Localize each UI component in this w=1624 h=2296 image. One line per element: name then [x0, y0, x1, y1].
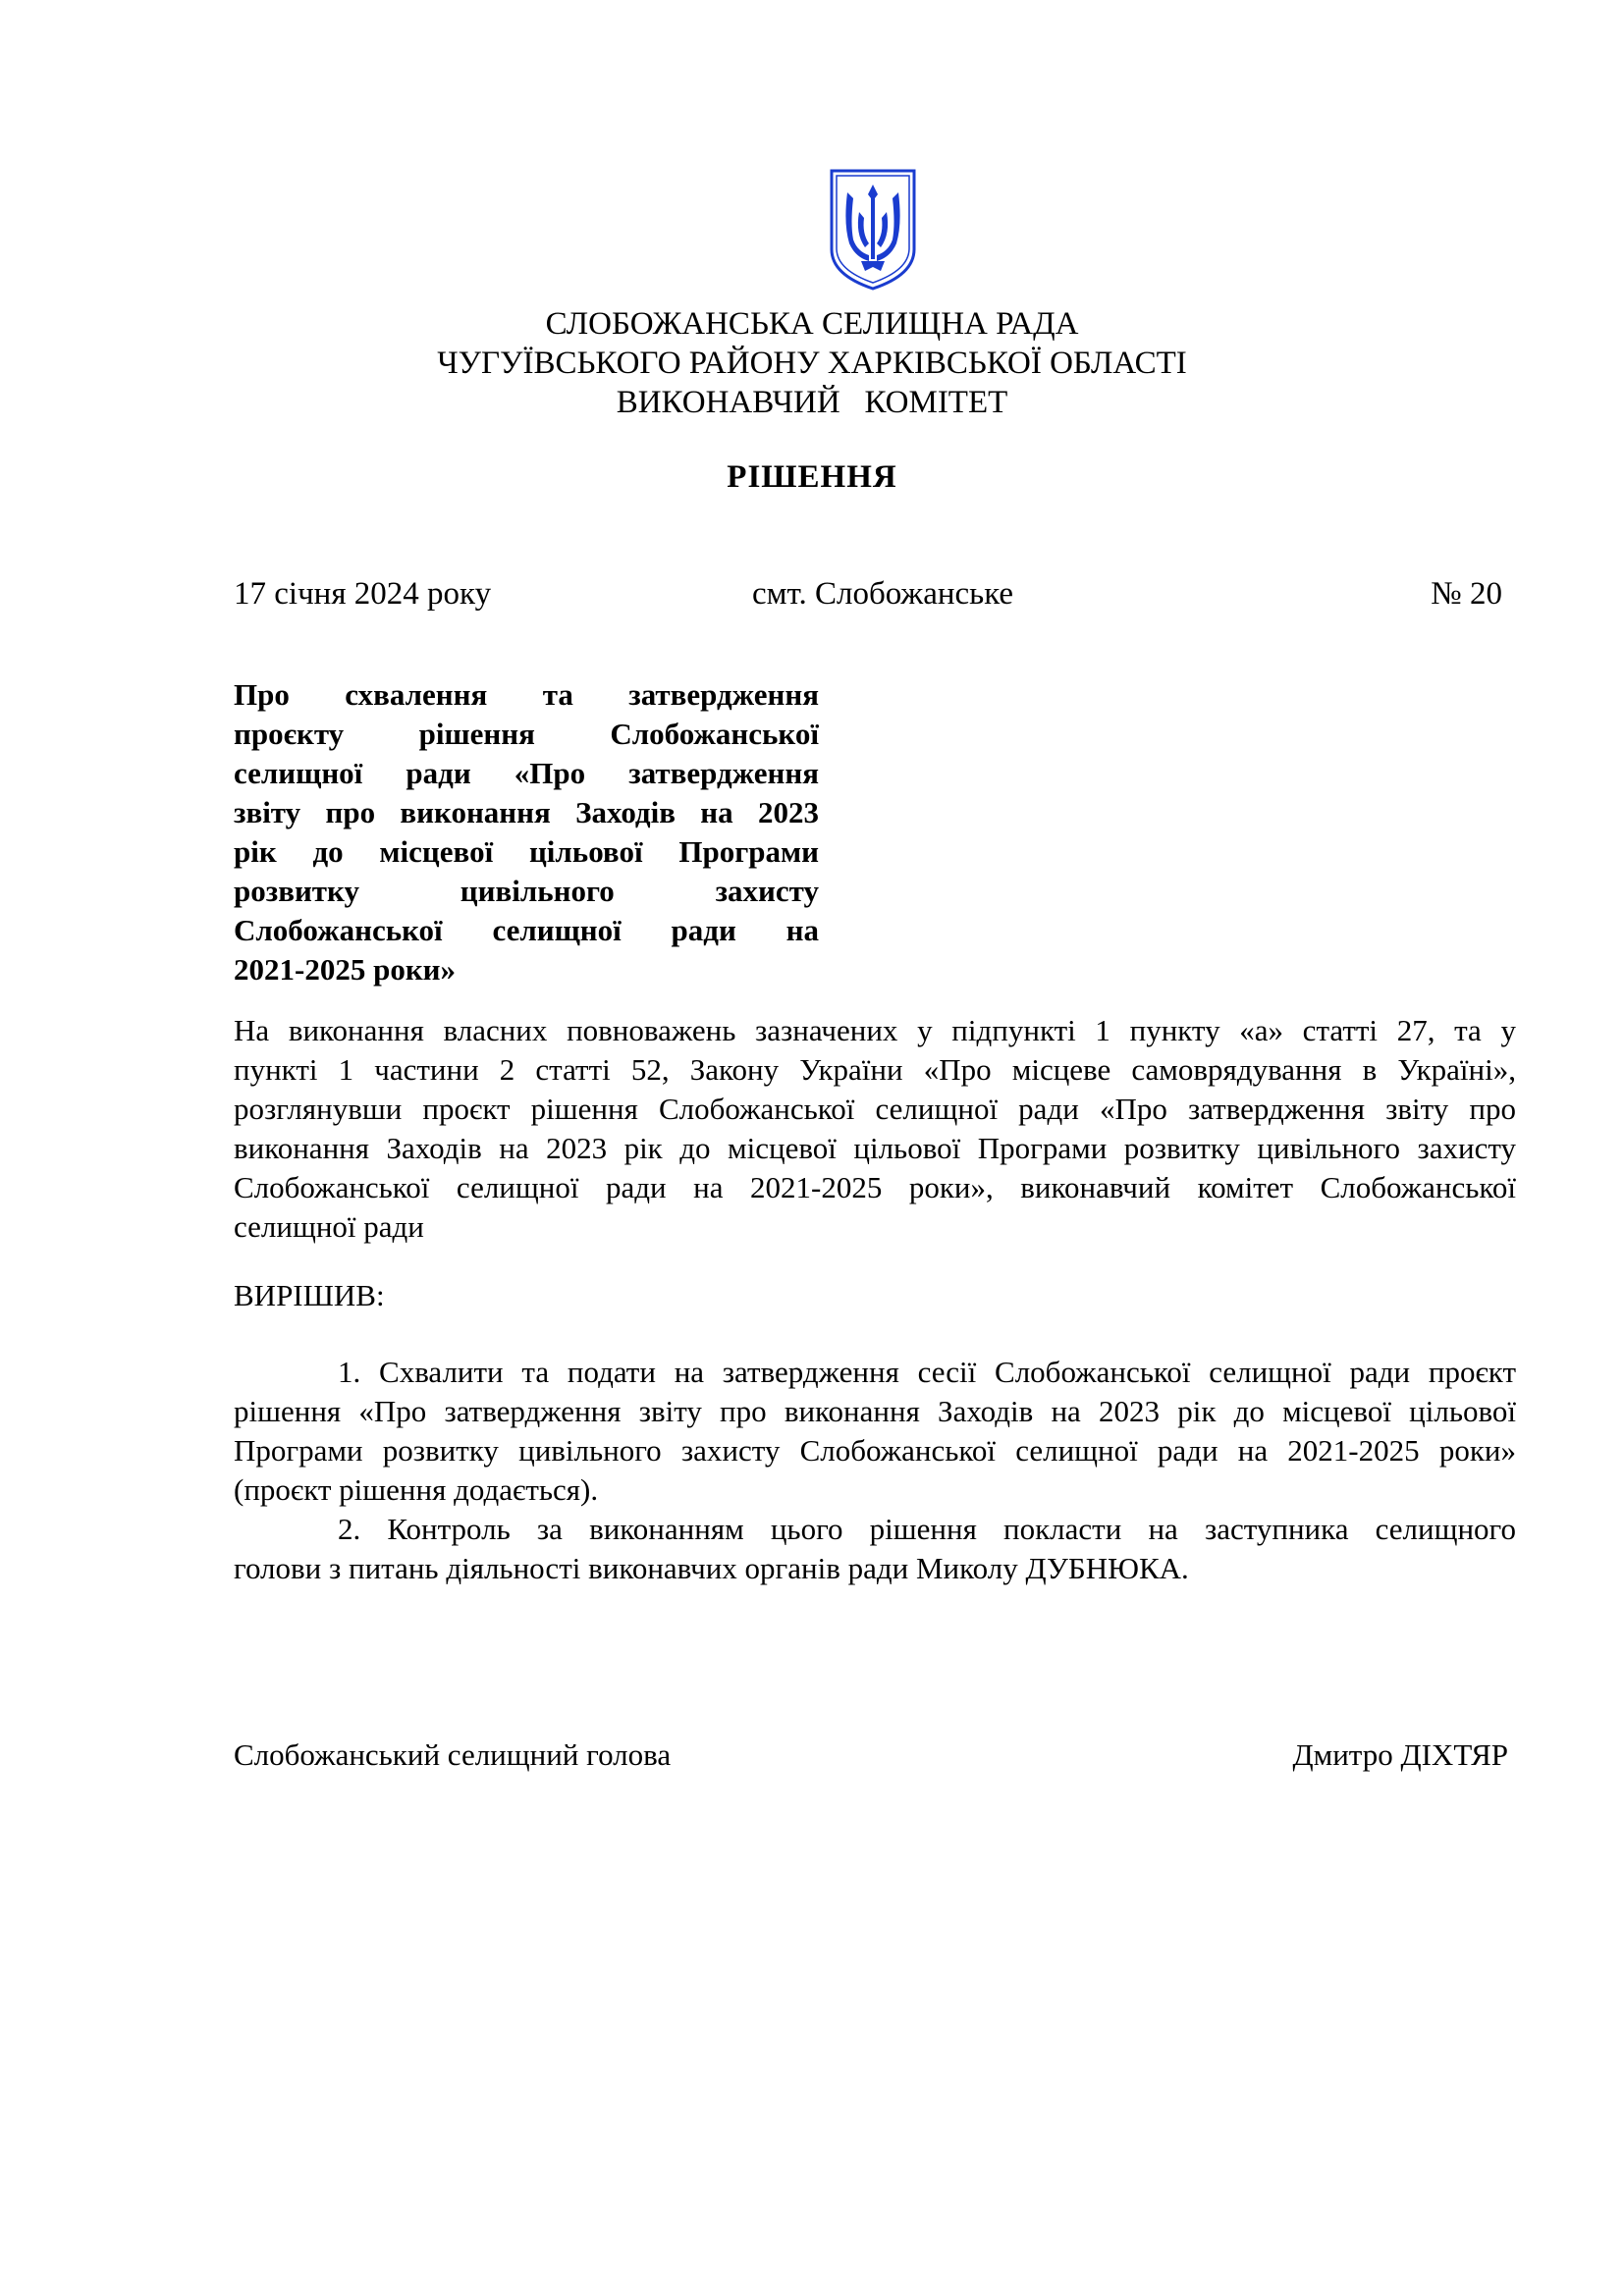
document-subject [234, 675, 819, 989]
organization-district: ЧУГУЇВСЬКОГО РАЙОНУ ХАРКІВСЬКОЇ ОБЛАСТІ [437, 346, 1187, 381]
document-number: № 20 [1431, 576, 1502, 612]
resolved-label: ВИРІШИВ: [234, 1278, 385, 1312]
preamble-line: На виконання власних повноважень зазначених у підпункті 1 пункту «а» статті 27, та у [234, 1013, 1516, 1047]
subject-line: 2021-2025 роки» [234, 952, 457, 987]
item-1-line: Програми розвитку цивільного захисту Слобожанської селищної ради на 2021-2025 роки» [234, 1433, 1516, 1468]
organization-name: СЛОБОЖАНСЬКА СЕЛИЩНА РАДА [545, 306, 1079, 342]
preamble-line: селищної ради [234, 1209, 424, 1244]
subject-line: Слобожанської селищної ради на [234, 913, 819, 947]
item-1-line: (проєкт рішення додається). [234, 1472, 599, 1507]
signatory-name: Дмитро ДІХТЯР [1292, 1737, 1508, 1772]
item-2-line: 2. Контроль за виконанням цього рішення покласти на заступника селищного [338, 1512, 1516, 1546]
trident-coat-of-arms-icon [826, 165, 920, 293]
preamble-line: виконання Заходів на 2023 рік до місцевої цільової Програми розвитку цивільного захисту [234, 1131, 1516, 1165]
decision-items [234, 1353, 1516, 1588]
item-1-line: 1. Схвалити та подати на затвердження сесії Слобожанської селищної ради проєкт [338, 1355, 1516, 1389]
document-date: 17 січня 2024 року [234, 576, 492, 612]
signatory-position: Слобожанський селищний голова [234, 1737, 672, 1772]
document-type-title: РІШЕННЯ [727, 459, 897, 495]
organization-body: ВИКОНАВЧИЙ КОМІТЕТ [616, 385, 1008, 420]
preamble-line: пункті 1 частини 2 статті 52, Закону України «Про місцеве самоврядування в Україні», [234, 1052, 1516, 1087]
preamble-line: розглянувши проєкт рішення Слобожанської селищної ради «Про затвердження звіту про [234, 1092, 1516, 1126]
subject-line: рік до місцевої цільової Програми [234, 834, 819, 869]
signature-block [234, 1735, 1508, 1775]
preamble-paragraph [234, 1011, 1516, 1247]
preamble-line: Слобожанської селищної ради на 2021-2025 роки», виконавчий комітет Слобожанської [234, 1170, 1516, 1204]
document-meta-row [234, 574, 1502, 614]
subject-line: проєкту рішення Слобожанської [234, 717, 819, 751]
subject-line: розвитку цивільного захисту [234, 874, 819, 908]
item-1-line: рішення «Про затвердження звіту про виконання Заходів на 2023 рік до місцевої цільової [234, 1394, 1516, 1428]
document-place: смт. Слобожанське [752, 576, 1014, 612]
subject-line: звіту про виконання Заходів на 2023 [234, 795, 819, 829]
item-2-line: голови з питань діяльності виконавчих органів ради Миколу ДУБНЮКА. [234, 1551, 1189, 1585]
subject-line: селищної ради «Про затвердження [234, 756, 819, 790]
subject-line: Про схвалення та затвердження [234, 677, 819, 712]
